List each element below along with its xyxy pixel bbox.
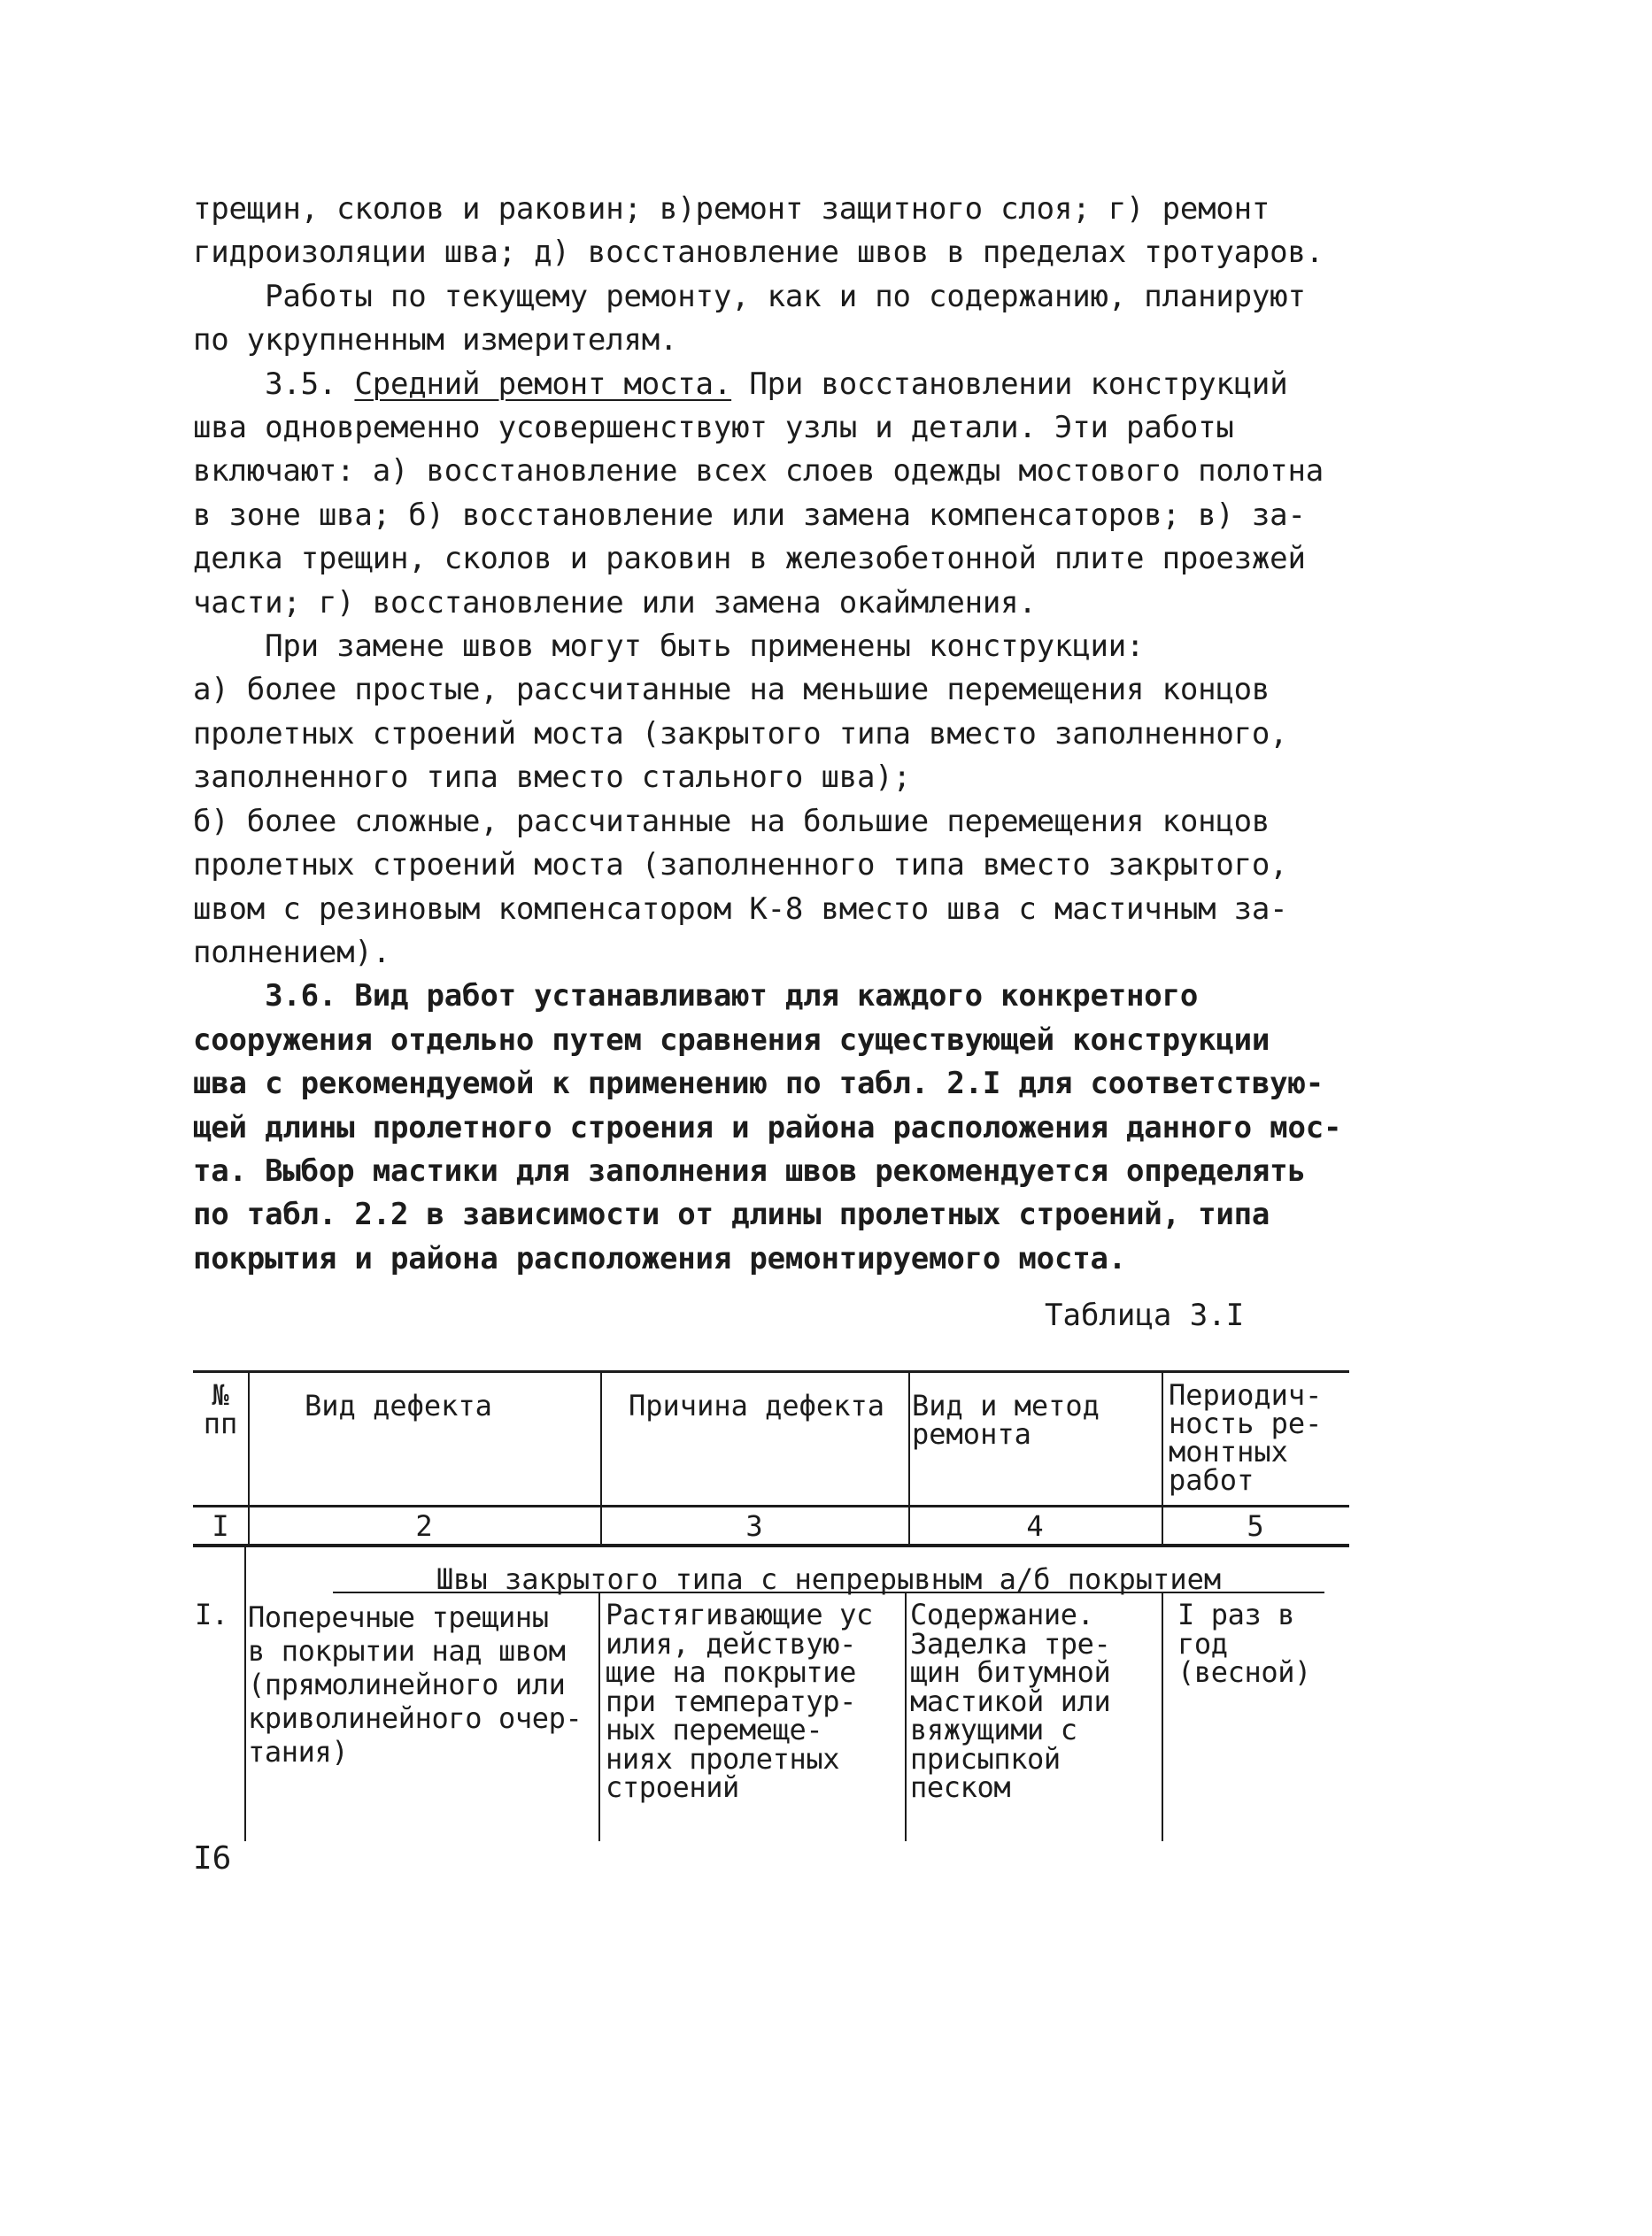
paragraph-line: б) более сложные, рассчитанные на большие перемещения концов [193, 803, 1270, 839]
cell-repair: Содержание. Заделка тре- щин битумной мастикой или вяжущими с присыпкой песком [910, 1598, 1111, 1804]
paragraph-line: полнением). [193, 934, 390, 970]
paragraph-line: а) более простые, рассчитанные на меньшие перемещения концов [193, 672, 1270, 708]
paragraph-line: по укрупненным измерителям. [193, 322, 678, 359]
paragraph-line: в зоне шва; б) восстановление или замена компенсаторов; в) за- [193, 497, 1306, 533]
column-number: 2 [415, 1509, 433, 1543]
paragraph-line: заполненного типа вместо стального шва); [193, 759, 911, 796]
paragraph-line: гидроизоляции шва; д) восстановление швов в пределах тротуаров. [193, 235, 1324, 271]
column-divider [1162, 1593, 1163, 1841]
paragraph-line: по табл. 2.2 в зависимости от длины пролетных строений, типа [193, 1197, 1270, 1233]
paragraph-line-3-5 [193, 363, 1379, 406]
table-caption: Таблица 3.I [1045, 1298, 1245, 1333]
paragraph-line: щей длины пролетного строения и района расположения данного мос- [193, 1109, 1342, 1145]
column-divider [598, 1593, 600, 1841]
paragraph-line: швом с резиновым компенсатором К-8 вместо шва с мастичным за- [193, 891, 1288, 927]
paragraph-line: делка трещин, сколов и раковин в железобетонной плите проезжей [193, 541, 1306, 577]
paragraph-line: та. Выбор мастики для заполнения швов рекомендуется определять [193, 1153, 1306, 1189]
body-text [193, 188, 1379, 1281]
header-periodicity: Периодич- ность ре- монтных работ [1169, 1378, 1323, 1497]
row-number: I. [195, 1598, 228, 1631]
paragraph-line: 3.6. Вид работ устанавливают для каждого конкретного [193, 978, 1199, 1014]
header-bottom-rule [193, 1505, 1349, 1507]
paragraph-line: шва одновременно усовершенствуют узлы и детали. Эти работы [193, 410, 1234, 446]
paragraph-line: покрытия и района расположения ремонтируемого моста. [193, 1240, 1127, 1276]
paragraph-line: трещин, сколов и раковин; в)ремонт защитного слоя; г) ремонт [193, 191, 1270, 227]
paragraph-line: включают: а) восстановление всех слоев одежды мостового полотна [193, 453, 1324, 490]
column-divider [244, 1546, 246, 1841]
numbers-bottom-rule [193, 1544, 1349, 1547]
section-number-3-5: 3.5. [193, 366, 355, 402]
table-section-title: Швы закрытого типа с непрерывным а/б покрытием [436, 1562, 1222, 1596]
column-number: I [212, 1509, 229, 1543]
paragraph-line: шва с рекомендуемой к применению по табл. 2.I для соответствую- [193, 1066, 1324, 1102]
defects-table [193, 1370, 1349, 1841]
header-number: № пп [203, 1378, 238, 1440]
paragraph-line: пролетных строений моста (закрытого типа вместо заполненного, [193, 715, 1288, 752]
paragraph-line: сооружения отдельно путем сравнения существующей конструкции [193, 1022, 1270, 1058]
page-number: I6 [193, 1840, 232, 1877]
paragraph-line: части; г) восстановление или замена окаймления. [193, 584, 1037, 621]
cell-cause: Растягивающие ус илия, действую- щие на покрытие при температур- ных перемеще- ниях пролетных строений [606, 1598, 873, 1804]
section-heading-medium-repair: Средний ремонт моста. [354, 366, 732, 402]
cell-defect: Поперечные трещины в покрытии над швом (прямолинейного или криволинейного очер- тания) [248, 1600, 583, 1769]
column-number: 5 [1247, 1509, 1264, 1543]
column-divider [905, 1593, 907, 1841]
cell-periodicity: I раз в год (весной) [1177, 1598, 1311, 1689]
paragraph-line: Работы по текущему ремонту, как и по содержанию, планируют [193, 278, 1306, 314]
paragraph-text: При восстановлении конструкций [731, 366, 1288, 402]
header-repair-method: Вид и метод ремонта [912, 1389, 1100, 1451]
table-top-rule [193, 1370, 1349, 1373]
header-defect-type: Вид дефекта [305, 1389, 492, 1423]
column-number: 3 [745, 1509, 763, 1543]
paragraph-line: пролетных строений моста (заполненного типа вместо закрытого, [193, 847, 1288, 883]
paragraph-line: При замене швов могут быть применены конструкции: [193, 628, 1145, 665]
column-number: 4 [1026, 1509, 1044, 1543]
header-defect-cause: Причина дефекта [629, 1389, 884, 1423]
